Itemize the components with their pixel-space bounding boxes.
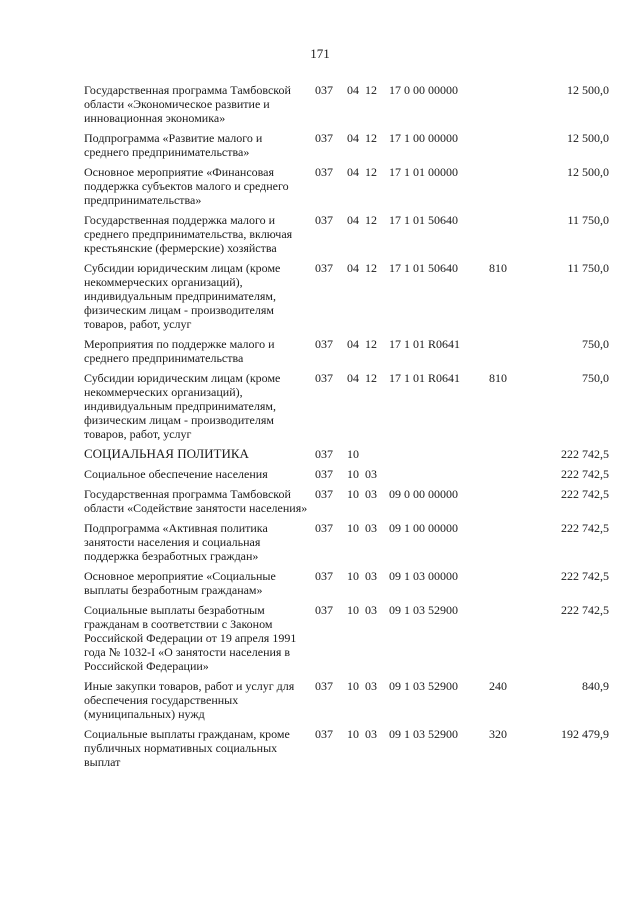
row-name: Социальное обеспечение населения	[84, 467, 268, 481]
row-section-code: 04	[347, 131, 359, 145]
row-expense-type	[489, 566, 517, 600]
row-amount: 12 500,0	[567, 83, 609, 97]
row-name: Основное мероприятие «Финансовая поддержка субъектов малого и среднего предпринимательства»	[84, 165, 289, 207]
row-expense-type: 240	[489, 679, 507, 693]
table-row	[84, 464, 609, 484]
table-row	[84, 676, 609, 724]
row-amount: 11 750,0	[567, 261, 609, 275]
row-expense-type	[489, 334, 517, 368]
row-section-code: 10	[347, 521, 359, 535]
row-ministry-code: 037	[315, 727, 333, 741]
row-subsection-code: 12	[365, 371, 377, 385]
table-row	[84, 484, 609, 518]
row-section-code: 04	[347, 371, 359, 385]
row-name: Субсидии юридическим лицам (кроме некоммерческих организаций), индивидуальным предпринимателям, физическим лицам - производителям товаров, работ, услуг	[84, 371, 281, 441]
row-target-article: 09 1 03 52900	[389, 603, 458, 617]
table-row	[84, 128, 609, 162]
row-amount: 222 742,5	[561, 467, 609, 481]
row-subsection-code: 03	[365, 521, 377, 535]
row-amount: 222 742,5	[561, 447, 609, 461]
table-row	[84, 334, 609, 368]
row-name: Иные закупки товаров, работ и услуг для обеспечения государственных (муниципальных) нужд	[84, 679, 295, 721]
row-amount: 750,0	[582, 371, 609, 385]
row-ministry-code: 037	[315, 467, 333, 481]
table-row	[84, 80, 609, 128]
row-expense-type	[489, 464, 517, 484]
row-target-article: 17 1 01 50640	[389, 261, 458, 275]
row-subsection-code: 03	[365, 727, 377, 741]
table-row	[84, 724, 609, 772]
row-section-code: 04	[347, 213, 359, 227]
row-target-article: 09 1 03 52900	[389, 727, 458, 741]
row-name: СОЦИАЛЬНАЯ ПОЛИТИКА	[84, 446, 249, 461]
row-subsection-code: 12	[365, 131, 377, 145]
row-amount: 192 479,9	[561, 727, 609, 741]
row-expense-type	[489, 518, 517, 566]
row-name: Подпрограмма «Развитие малого и среднего предпринимательства»	[84, 131, 263, 159]
row-target-article	[389, 464, 489, 484]
row-subsection-code: 03	[365, 603, 377, 617]
row-subsection-code: 03	[365, 467, 377, 481]
row-ministry-code: 037	[315, 131, 333, 145]
table-row	[84, 368, 609, 444]
row-subsection-code: 12	[365, 165, 377, 179]
budget-table	[84, 80, 609, 772]
row-ministry-code: 037	[315, 213, 333, 227]
row-target-article: 17 1 00 00000	[389, 131, 458, 145]
row-amount: 750,0	[582, 337, 609, 351]
row-target-article: 17 0 00 00000	[389, 83, 458, 97]
row-section-code: 10	[347, 727, 359, 741]
table-row	[84, 210, 609, 258]
row-expense-type	[489, 80, 517, 128]
row-amount: 12 500,0	[567, 131, 609, 145]
table-row	[84, 258, 609, 334]
row-amount: 840,9	[582, 679, 609, 693]
row-name: Основное мероприятие «Социальные выплаты безработным гражданам»	[84, 569, 276, 597]
row-expense-type	[489, 162, 517, 210]
row-ministry-code: 037	[315, 569, 333, 583]
row-expense-type: 810	[489, 371, 507, 385]
row-section-code: 10	[347, 467, 359, 481]
table-row	[84, 518, 609, 566]
row-amount: 12 500,0	[567, 165, 609, 179]
table-row	[84, 444, 609, 464]
row-subsection-code: 03	[365, 679, 377, 693]
row-amount: 222 742,5	[561, 521, 609, 535]
row-section-code: 10	[347, 569, 359, 583]
row-subsection-code: 12	[365, 83, 377, 97]
row-subsection-code: 12	[365, 337, 377, 351]
row-section-code: 04	[347, 165, 359, 179]
row-section-code: 10	[347, 487, 359, 501]
row-expense-type	[489, 484, 517, 518]
row-amount: 222 742,5	[561, 487, 609, 501]
row-target-article: 09 1 03 52900	[389, 679, 458, 693]
row-section-code: 10	[347, 679, 359, 693]
page-number: 171	[310, 46, 330, 61]
row-ministry-code: 037	[315, 603, 333, 617]
row-target-article	[389, 444, 489, 464]
table-row	[84, 600, 609, 676]
row-subsection-code: 12	[365, 261, 377, 275]
row-expense-type	[489, 444, 517, 464]
row-name: Подпрограмма «Активная политика занятости населения и социальная поддержка безработных граждан»	[84, 521, 268, 563]
row-ministry-code: 037	[315, 521, 333, 535]
row-subsection-code: 12	[365, 213, 377, 227]
row-ministry-code: 037	[315, 487, 333, 501]
row-target-article: 09 1 03 00000	[389, 569, 458, 583]
row-ministry-code: 037	[315, 371, 333, 385]
table-row	[84, 162, 609, 210]
row-ministry-code: 037	[315, 679, 333, 693]
row-target-article: 17 1 01 R0641	[389, 371, 461, 385]
row-ministry-code: 037	[315, 337, 333, 351]
table-body	[84, 80, 609, 772]
row-target-article: 17 1 01 00000	[389, 165, 458, 179]
row-expense-type: 810	[489, 261, 507, 275]
row-section-code: 10	[347, 447, 359, 461]
row-name: Государственная программа Тамбовской области «Содействие занятости населения»	[84, 487, 308, 515]
row-amount: 222 742,5	[561, 569, 609, 583]
row-target-article: 17 1 01 R0641	[389, 337, 461, 351]
row-name: Государственная программа Тамбовской области «Экономическое развитие и инновационная экономика»	[84, 83, 291, 125]
row-section-code: 04	[347, 83, 359, 97]
row-name: Мероприятия по поддержке малого и среднего предпринимательства	[84, 337, 275, 365]
row-target-article: 09 1 00 00000	[389, 521, 458, 535]
row-ministry-code: 037	[315, 83, 333, 97]
row-ministry-code: 037	[315, 165, 333, 179]
row-expense-type	[489, 600, 517, 676]
row-name: Социальные выплаты безработным гражданам в соответствии с Законом Российской Федерации от 19 апреля 1991 года № 1032-I «О занятости населения в Российской Федерации»	[84, 603, 297, 673]
row-target-article: 09 0 00 00000	[389, 487, 458, 501]
row-ministry-code: 037	[315, 447, 333, 461]
row-subsection-code: 03	[365, 569, 377, 583]
row-amount: 222 742,5	[561, 603, 609, 617]
row-target-article: 17 1 01 50640	[389, 213, 458, 227]
row-amount: 11 750,0	[567, 213, 609, 227]
row-expense-type	[489, 210, 517, 258]
row-subsection-code: 03	[365, 487, 377, 501]
row-name: Субсидии юридическим лицам (кроме некоммерческих организаций), индивидуальным предпринимателям, физическим лицам - производителям товаров, работ, услуг	[84, 261, 281, 331]
row-section-code: 04	[347, 261, 359, 275]
table-row	[84, 566, 609, 600]
row-subsection-code	[365, 444, 389, 464]
row-name: Государственная поддержка малого и среднего предпринимательства, включая крестьянские (фермерские) хозяйства	[84, 213, 293, 255]
row-section-code: 04	[347, 337, 359, 351]
row-expense-type	[489, 128, 517, 162]
row-ministry-code: 037	[315, 261, 333, 275]
row-expense-type: 320	[489, 727, 507, 741]
row-name: Социальные выплаты гражданам, кроме публичных нормативных социальных выплат	[84, 727, 290, 769]
row-section-code: 10	[347, 603, 359, 617]
